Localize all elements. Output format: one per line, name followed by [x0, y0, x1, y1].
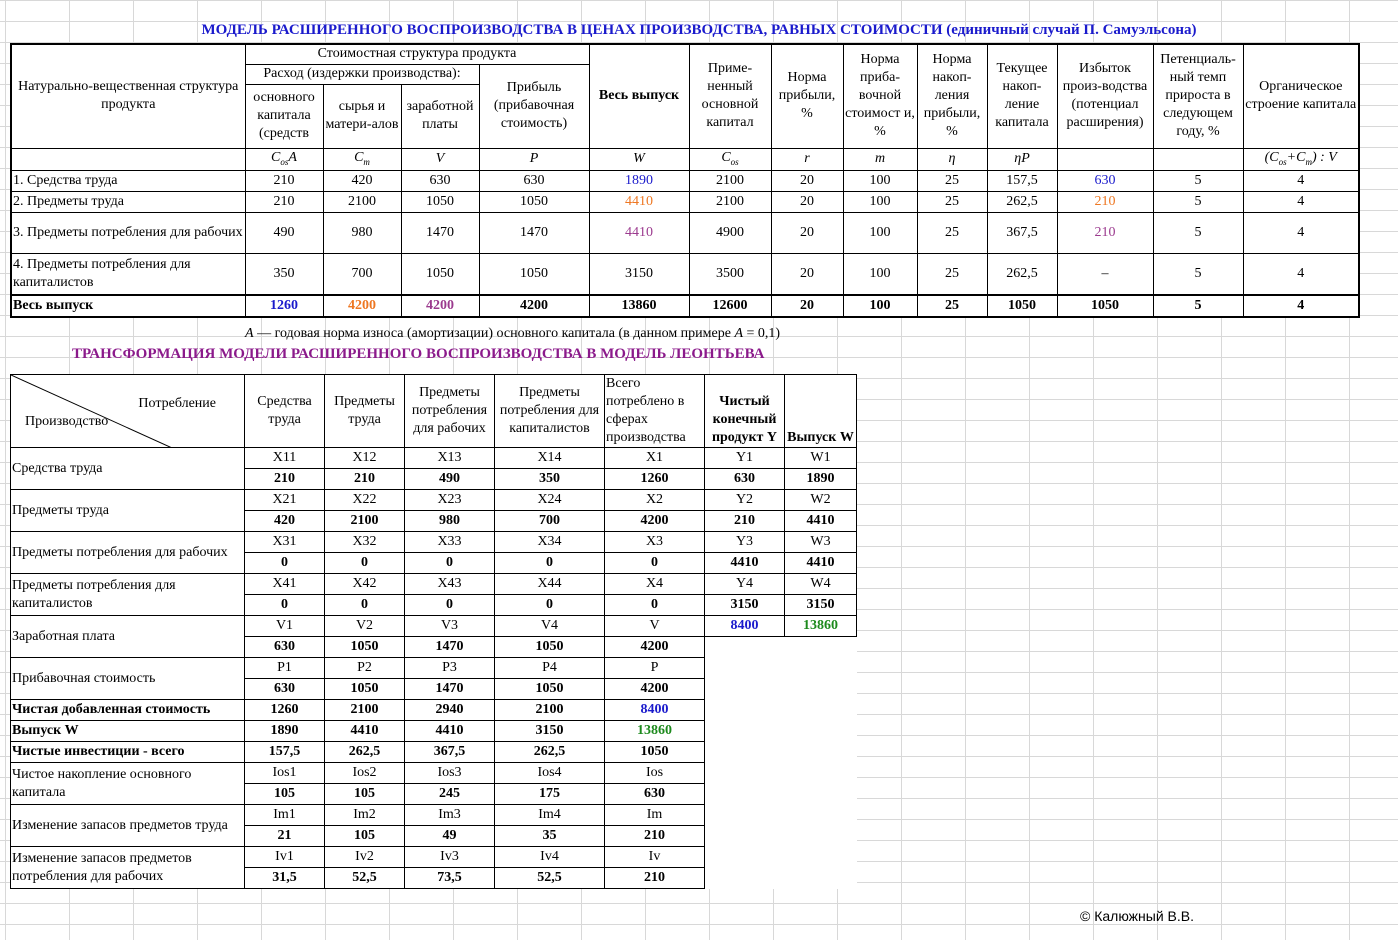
cell-value: 490	[405, 469, 495, 490]
cell-value: 0	[605, 553, 705, 574]
symbol-blank	[11, 148, 245, 171]
cell-value: 0	[325, 553, 405, 574]
table-row	[11, 171, 1359, 192]
cell-v: 1050	[401, 192, 479, 213]
cell-symbol: X11	[245, 448, 325, 469]
cell-value: 4200	[605, 679, 705, 700]
table-row	[11, 254, 1359, 296]
cell-value: 3150	[495, 721, 605, 742]
cell-eta: 25	[917, 171, 987, 192]
symbol-p: P	[479, 148, 589, 171]
cell-symbol: X43	[405, 574, 495, 595]
cell-symbol: X1	[605, 448, 705, 469]
table-row	[11, 763, 857, 784]
cell-r: 20	[771, 254, 843, 296]
header-natural-structure: Натурально-вещественная структура продукта	[11, 44, 245, 148]
symbol-cos: $C_{os}$	[689, 148, 771, 171]
cell-org: 4	[1243, 213, 1359, 254]
cell-value: 2100	[325, 511, 405, 532]
header-total-output: Весь выпуск	[589, 44, 689, 148]
table-row	[11, 658, 857, 679]
title-samuelson-model: МОДЕЛЬ РАСШИРЕННОГО ВОСПРОИЗВОДСТВА В ЦЕНАХ ПРОИЗВОДСТВА, РАВНЫХ СТОИМОСТИ (единичный случай П. Самуэльсона)	[201, 22, 1197, 38]
cell-growth: 5	[1153, 192, 1243, 213]
cell-value: 980	[405, 511, 495, 532]
cell-r: 20	[771, 295, 843, 317]
cell-symbol: Im2	[325, 805, 405, 826]
cell-value: 4410	[785, 511, 857, 532]
cell-m: 700	[323, 254, 401, 296]
header-consumption: Потребление	[138, 396, 216, 411]
cell-symbol: X32	[325, 532, 405, 553]
cell-v: 1050	[401, 254, 479, 296]
cell-symbol: X21	[245, 490, 325, 511]
corner-header	[11, 375, 245, 448]
header-col-total-consumed: Всего потреблено в сферах производства	[605, 375, 705, 448]
symbol-m: m	[843, 148, 917, 171]
cell-value: 8400	[605, 700, 705, 721]
cell-symbol: X14	[495, 448, 605, 469]
cell-symbol: Ios1	[245, 763, 325, 784]
cell-value: 1890	[245, 721, 325, 742]
cell-symbol: X41	[245, 574, 325, 595]
cell-value: 4200	[605, 637, 705, 658]
cell-r: 20	[771, 192, 843, 213]
cell-symbol: X24	[495, 490, 605, 511]
cell-etap: 367,5	[987, 213, 1057, 254]
cell-symbol: W3	[785, 532, 857, 553]
cell-symbol: W4	[785, 574, 857, 595]
cell-growth: 5	[1153, 254, 1243, 296]
cell-value: 1050	[605, 742, 705, 763]
row-label: Выпуск W	[11, 721, 245, 742]
table-row	[11, 295, 1359, 317]
cell-surplus: 1050	[1057, 295, 1153, 317]
cell-surplus: 630	[1057, 171, 1153, 192]
cell-value: 49	[405, 826, 495, 847]
cell-symbol: X4	[605, 574, 705, 595]
header-current-accumulation: Текущее накоп-ление капитала	[987, 44, 1057, 148]
cell-v: 630	[401, 171, 479, 192]
cell-c: 1260	[245, 295, 323, 317]
cell-value: 1260	[245, 700, 325, 721]
header-profit: Прибыль (прибавочная стоимость)	[479, 64, 589, 148]
header-production: Производство	[25, 414, 109, 429]
cell-symbol: X31	[245, 532, 325, 553]
cell-total-output: 13860	[785, 616, 857, 637]
row-label: Прибавочная стоимость	[11, 658, 245, 700]
cell-eta: 25	[917, 295, 987, 317]
cell-value: 1050	[495, 637, 605, 658]
cell-r: 20	[771, 171, 843, 192]
cell-c: 490	[245, 213, 323, 254]
cell-cos: 2100	[689, 171, 771, 192]
cell-symbol: X13	[405, 448, 495, 469]
cell-symbol: Ios4	[495, 763, 605, 784]
cell-symbol: X33	[405, 532, 495, 553]
row-label: 3. Предметы потребления для рабочих	[11, 213, 245, 254]
symbol-etap: ηP	[987, 148, 1057, 171]
row-label: Весь выпуск	[11, 295, 245, 317]
cell-symbol: Im3	[405, 805, 495, 826]
title-leontief-model: ТРАНСФОРМАЦИЯ МОДЕЛИ РАСШИРЕННОГО ВОСПРОИЗВОДСТВА В МОДЕЛЬ ЛЕОНТЬЕВА	[72, 346, 765, 362]
cell-eta: 25	[917, 254, 987, 296]
cell-w: 4410	[589, 213, 689, 254]
cell-value: 73,5	[405, 868, 495, 889]
header-applied-capital: Приме-ненный основной капитал	[689, 44, 771, 148]
cell-m: 4200	[323, 295, 401, 317]
row-label: Предметы труда	[11, 490, 245, 532]
cell-growth: 5	[1153, 213, 1243, 254]
cell-symbol: Im1	[245, 805, 325, 826]
row-label: Заработная плата	[11, 616, 245, 658]
table-row	[11, 721, 857, 742]
cell-value: 2100	[495, 700, 605, 721]
cell-symbol: V3	[405, 616, 495, 637]
cell-symbol: X22	[325, 490, 405, 511]
cell-symbol: X3	[605, 532, 705, 553]
symbol-row	[11, 148, 1359, 171]
cell-symbol: X23	[405, 490, 495, 511]
cell-eta: 25	[917, 213, 987, 254]
cell-symbol: X42	[325, 574, 405, 595]
header-production-surplus: Избыток произ-водства (потенциал расширения)	[1057, 44, 1153, 148]
table-row	[11, 448, 857, 469]
symbol-blank	[1057, 148, 1153, 171]
cell-symbol: W2	[785, 490, 857, 511]
cell-symbol: Iv3	[405, 847, 495, 868]
header-col-capitalists-goods: Предметы потребления для капиталистов	[495, 375, 605, 448]
cell-cos: 12600	[689, 295, 771, 317]
cell-value: 262,5	[495, 742, 605, 763]
table-row	[11, 742, 857, 763]
cell-org: 4	[1243, 254, 1359, 296]
cell-surplus: –	[1057, 254, 1153, 296]
row-label: Чистое накопление основного капитала	[11, 763, 245, 805]
cell-symbol: Iv	[605, 847, 705, 868]
row-label: Изменение запасов предметов труда	[11, 805, 245, 847]
cell-symbol: Im4	[495, 805, 605, 826]
cell-value: 52,5	[325, 868, 405, 889]
symbol-w: W	[589, 148, 689, 171]
cell-value: 105	[325, 784, 405, 805]
cell-value: 4200	[605, 511, 705, 532]
samuelson-model-table	[10, 43, 1360, 318]
cell-value: 1050	[495, 679, 605, 700]
header-fixed-capital: основного капитала (средств	[245, 84, 323, 148]
cell-growth: 5	[1153, 295, 1243, 317]
cell-value: 4410	[785, 553, 857, 574]
cell-value: 52,5	[495, 868, 605, 889]
header-growth-rate: Петенциаль-ный темп прироста в следующем году, %	[1153, 44, 1243, 148]
cell-symbol: Ios3	[405, 763, 495, 784]
cell-mm: 100	[843, 213, 917, 254]
cell-cos: 2100	[689, 192, 771, 213]
cell-value: 4410	[405, 721, 495, 742]
row-label: Предметы потребления для рабочих	[11, 532, 245, 574]
copyright: © Калюжный В.В.	[1080, 908, 1194, 924]
cell-value: 0	[245, 553, 325, 574]
cell-etap: 262,5	[987, 192, 1057, 213]
table-row	[11, 616, 857, 637]
cell-value: 0	[405, 553, 495, 574]
symbol-cm: $C_m$	[323, 148, 401, 171]
header-col-labor-means: Средства труда	[245, 375, 325, 448]
cell-symbol: P4	[495, 658, 605, 679]
symbol-organic: $(C_{os}+C_m)$ : V	[1243, 148, 1359, 171]
row-label: 1. Средства труда	[11, 171, 245, 192]
cell-c: 350	[245, 254, 323, 296]
cell-value: 420	[245, 511, 325, 532]
cell-p: 1050	[479, 254, 589, 296]
cell-symbol: V4	[495, 616, 605, 637]
cell-symbol: X44	[495, 574, 605, 595]
cell-m: 980	[323, 213, 401, 254]
cell-value: 0	[495, 595, 605, 616]
cell-value: 31,5	[245, 868, 325, 889]
cell-value: 0	[325, 595, 405, 616]
cell-symbol: V	[605, 616, 705, 637]
row-label: 4. Предметы потребления для капиталистов	[11, 254, 245, 296]
table-row	[11, 192, 1359, 213]
cell-value: 700	[495, 511, 605, 532]
cell-value: 1470	[405, 679, 495, 700]
cell-etap: 1050	[987, 295, 1057, 317]
cell-value: 630	[245, 679, 325, 700]
cell-value: 262,5	[325, 742, 405, 763]
cell-symbol: X2	[605, 490, 705, 511]
cell-value: 4410	[325, 721, 405, 742]
cell-c: 210	[245, 171, 323, 192]
cell-value: 210	[245, 469, 325, 490]
row-label: 2. Предметы труда	[11, 192, 245, 213]
header-surplus-rate: Норма приба-вочной стоимост и, %	[843, 44, 917, 148]
cell-value: 1260	[605, 469, 705, 490]
cell-mm: 100	[843, 254, 917, 296]
leontief-model-table	[10, 374, 857, 889]
table-row	[11, 847, 857, 868]
cell-value: 1050	[325, 679, 405, 700]
cell-growth: 5	[1153, 171, 1243, 192]
row-label: Изменение запасов предметов потребления для рабочих	[11, 847, 245, 889]
cell-value: 210	[605, 868, 705, 889]
cell-org: 4	[1243, 295, 1359, 317]
symbol-v: V	[401, 148, 479, 171]
cell-value: 175	[495, 784, 605, 805]
header-raw-materials: сырья и матери-алов	[323, 84, 401, 148]
cell-symbol: Im	[605, 805, 705, 826]
header-organic-structure: Органическое строение капитала	[1243, 44, 1359, 148]
symbol-r: r	[771, 148, 843, 171]
header-col-workers-goods: Предметы потребления для рабочих	[405, 375, 495, 448]
cell-symbol: X12	[325, 448, 405, 469]
cell-value: 2940	[405, 700, 495, 721]
cell-c: 210	[245, 192, 323, 213]
header-wages: заработной платы	[401, 84, 479, 148]
cell-p: 4200	[479, 295, 589, 317]
cell-value: 1890	[785, 469, 857, 490]
cell-value: 1050	[325, 637, 405, 658]
cell-symbol: P2	[325, 658, 405, 679]
row-label: Средства труда	[11, 448, 245, 490]
cell-symbol: Ios2	[325, 763, 405, 784]
cell-symbol: Iv2	[325, 847, 405, 868]
cell-value: 245	[405, 784, 495, 805]
cell-r: 20	[771, 213, 843, 254]
header-accumulation-rate: Норма накоп-ления прибыли, %	[917, 44, 987, 148]
cell-symbol: P1	[245, 658, 325, 679]
cell-surplus: 210	[1057, 192, 1153, 213]
cell-value: 630	[705, 469, 785, 490]
cell-symbol: V2	[325, 616, 405, 637]
cell-mm: 100	[843, 192, 917, 213]
cell-w: 4410	[589, 192, 689, 213]
cell-value: 3150	[705, 595, 785, 616]
header-col-net-product: Чистый конечный продукт Y	[705, 375, 785, 448]
cell-w: 3150	[589, 254, 689, 296]
cell-v: 4200	[401, 295, 479, 317]
cell-m: 2100	[323, 192, 401, 213]
symbol-blank	[1153, 148, 1243, 171]
cell-v: 1470	[401, 213, 479, 254]
cell-cos: 4900	[689, 213, 771, 254]
cell-symbol: Iv1	[245, 847, 325, 868]
cell-value: 1470	[405, 637, 495, 658]
cell-org: 4	[1243, 192, 1359, 213]
cell-m: 420	[323, 171, 401, 192]
cell-symbol: X34	[495, 532, 605, 553]
cell-value: 21	[245, 826, 325, 847]
header-col-output: Выпуск W	[785, 375, 857, 448]
cell-value: 13860	[605, 721, 705, 742]
header-expense: Расход (издержки производства):	[245, 64, 479, 84]
cell-value: 35	[495, 826, 605, 847]
header-profit-rate: Норма прибыли, %	[771, 44, 843, 148]
cell-etap: 262,5	[987, 254, 1057, 296]
cell-symbol: Y2	[705, 490, 785, 511]
table-row	[11, 574, 857, 595]
row-label: Чистые инвестиции - всего	[11, 742, 245, 763]
table-row	[11, 490, 857, 511]
cell-org: 4	[1243, 171, 1359, 192]
row-label: Чистая добавленная стоимость	[11, 700, 245, 721]
cell-symbol: Y3	[705, 532, 785, 553]
cell-value: 2100	[325, 700, 405, 721]
cell-value: 0	[245, 595, 325, 616]
cell-symbol: Iv4	[495, 847, 605, 868]
cell-value: 105	[325, 826, 405, 847]
cell-w: 1890	[589, 171, 689, 192]
cell-value: 105	[245, 784, 325, 805]
cell-value: 157,5	[245, 742, 325, 763]
cell-value: 350	[495, 469, 605, 490]
cell-value: 0	[495, 553, 605, 574]
cell-w: 13860	[589, 295, 689, 317]
cell-symbol: Ios	[605, 763, 705, 784]
cell-value: 210	[605, 826, 705, 847]
cell-symbol: P3	[405, 658, 495, 679]
cell-value: 4410	[705, 553, 785, 574]
cell-symbol: Y4	[705, 574, 785, 595]
cell-value: 210	[705, 511, 785, 532]
symbol-eta: η	[917, 148, 987, 171]
cell-value: 0	[405, 595, 495, 616]
cell-value: 630	[245, 637, 325, 658]
table-row	[11, 805, 857, 826]
table-row	[11, 532, 857, 553]
table-row	[11, 213, 1359, 254]
header-col-labor-objects: Предметы труда	[325, 375, 405, 448]
cell-value: 210	[325, 469, 405, 490]
amortization-note: A — годовая норма износа (амортизации) основного капитала (в данном примере A = 0,1)	[245, 326, 781, 341]
cell-p: 1470	[479, 213, 589, 254]
cell-surplus: 210	[1057, 213, 1153, 254]
table-row	[11, 700, 857, 721]
cell-mm: 100	[843, 171, 917, 192]
cell-symbol: V1	[245, 616, 325, 637]
cell-value: 367,5	[405, 742, 495, 763]
cell-value: 0	[605, 595, 705, 616]
cell-p: 630	[479, 171, 589, 192]
cell-symbol: W1	[785, 448, 857, 469]
header-cost-structure: Стоимостная структура продукта	[245, 44, 589, 64]
row-label: Предметы потребления для капиталистов	[11, 574, 245, 616]
cell-mm: 100	[843, 295, 917, 317]
cell-total-net-product: 8400	[705, 616, 785, 637]
cell-symbol: P	[605, 658, 705, 679]
cell-cos: 3500	[689, 254, 771, 296]
cell-value: 630	[605, 784, 705, 805]
cell-value: 3150	[785, 595, 857, 616]
symbol-cos-a: $C_{os}A$	[245, 148, 323, 171]
cell-symbol: Y1	[705, 448, 785, 469]
cell-eta: 25	[917, 192, 987, 213]
cell-etap: 157,5	[987, 171, 1057, 192]
cell-p: 1050	[479, 192, 589, 213]
